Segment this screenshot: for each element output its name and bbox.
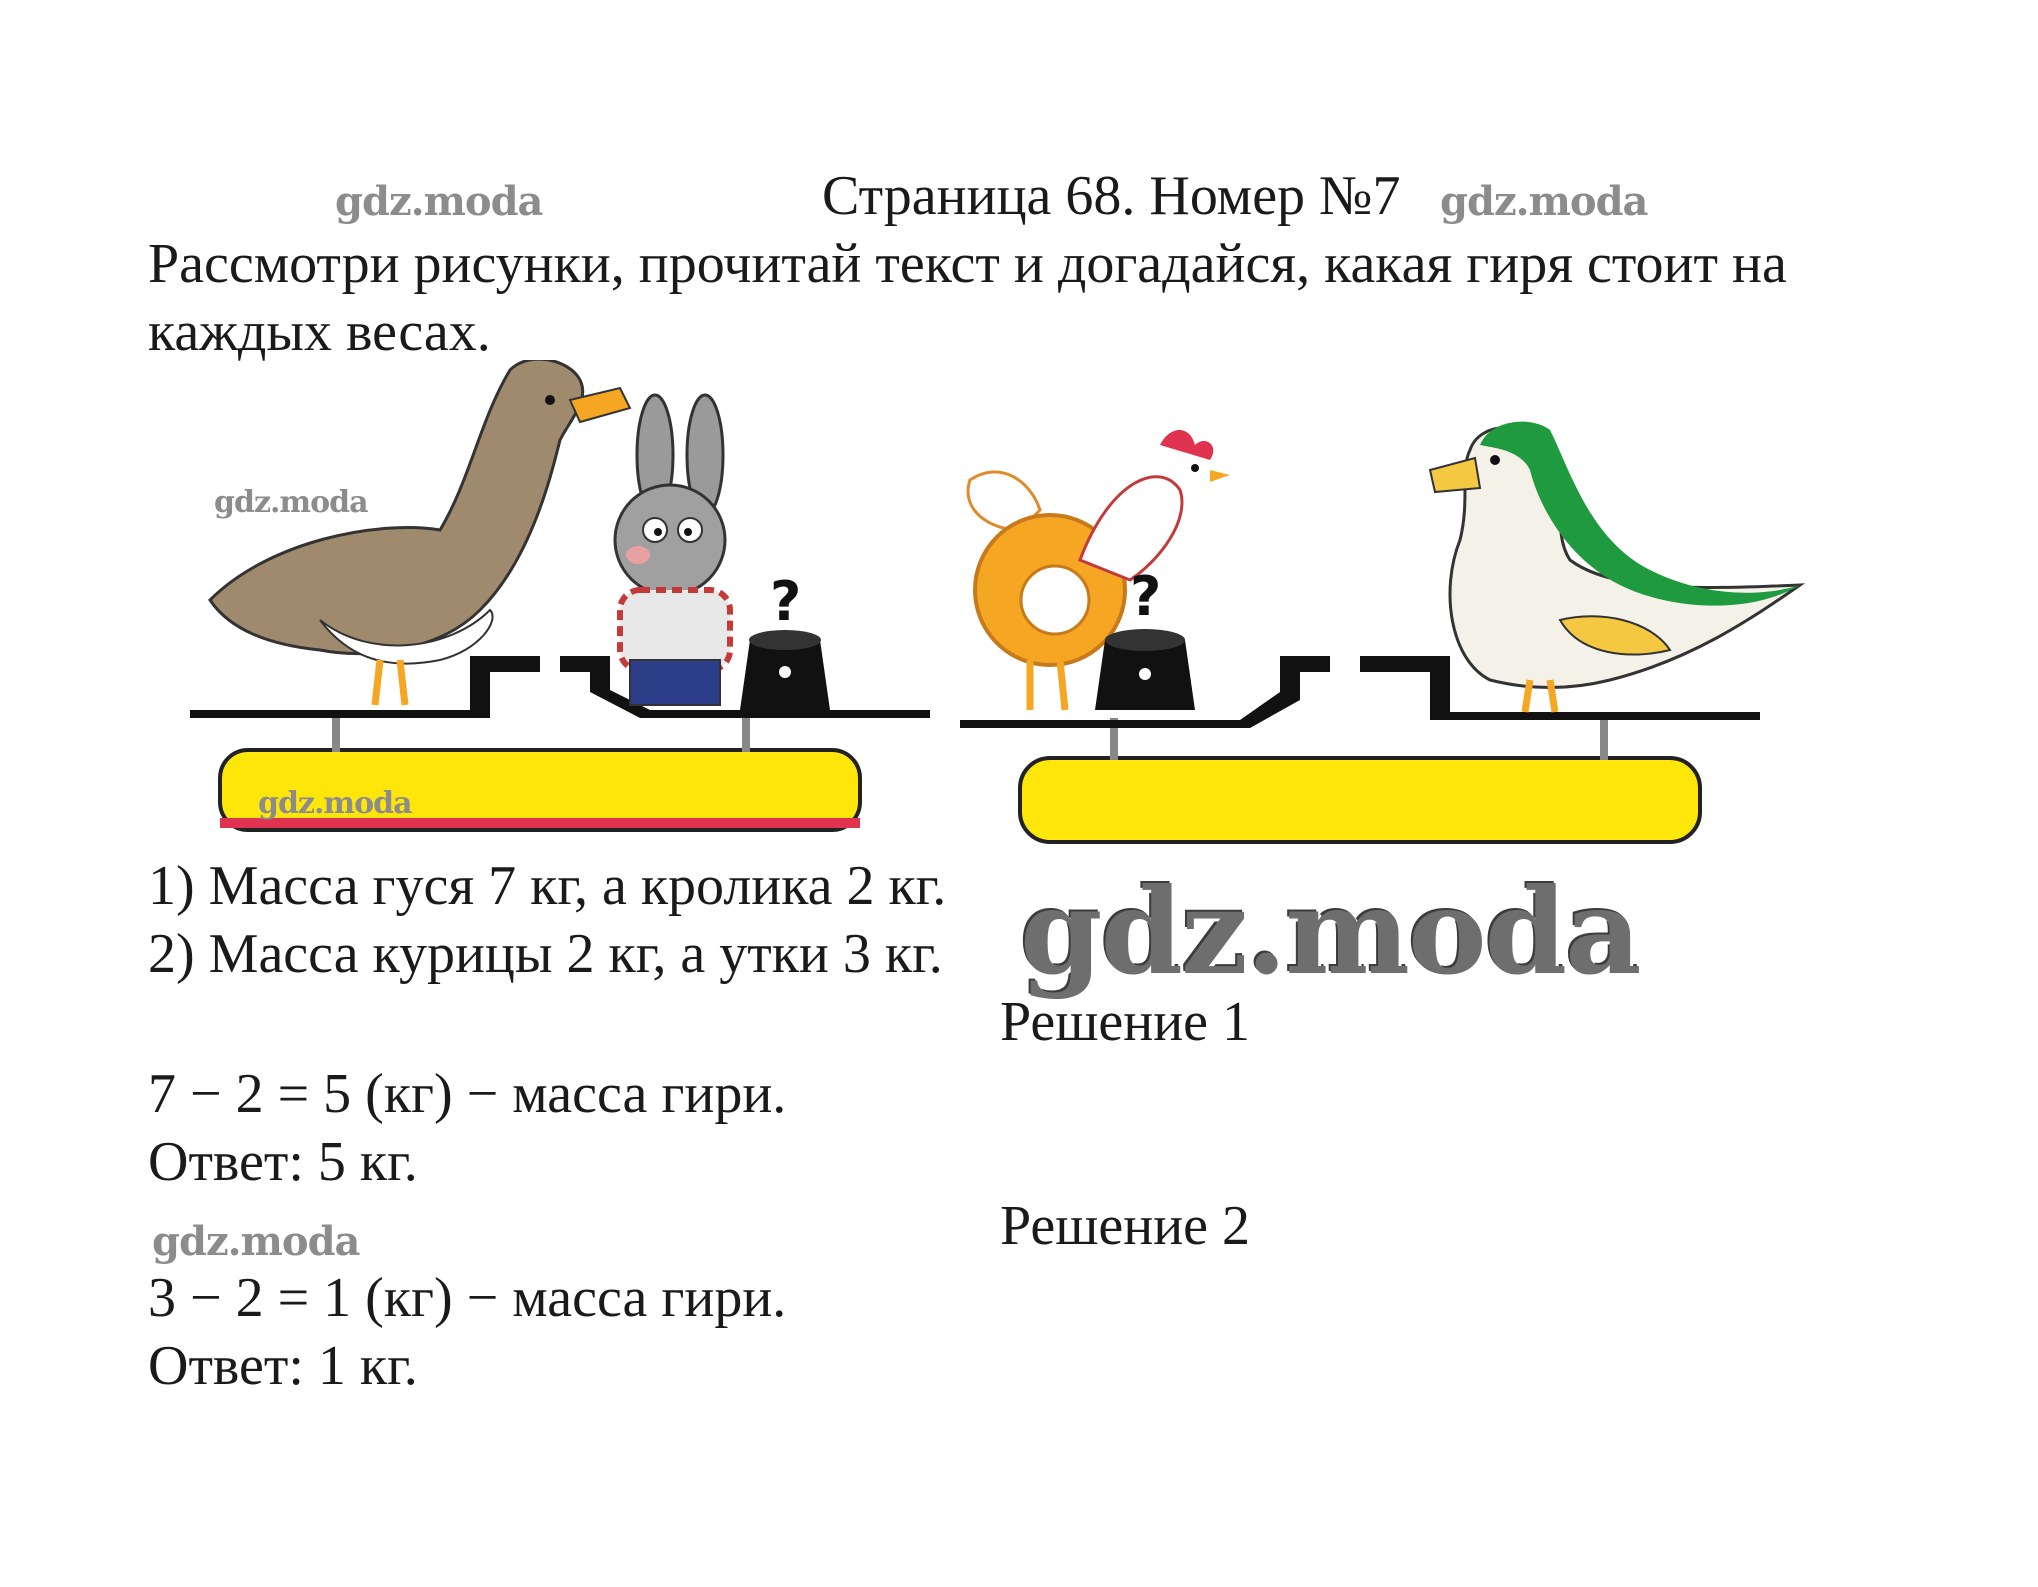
solution-1-calc: 7 − 2 = 5 (кг) − масса гири. bbox=[148, 1063, 787, 1125]
solution-1-heading: Решение 1 bbox=[1000, 991, 1251, 1053]
page-title: Страница 68. Номер №7 bbox=[822, 165, 1401, 227]
duck-icon bbox=[1430, 422, 1800, 712]
watermark: gdz.moda bbox=[214, 485, 368, 520]
condition-1: 1) Масса гуся 7 кг, а кролика 2 кг. bbox=[148, 855, 947, 917]
watermark: gdz.moda bbox=[258, 786, 412, 821]
question-mark: ? bbox=[1130, 565, 1162, 628]
watermark: gdz.moda bbox=[152, 1218, 360, 1265]
scales-illustration bbox=[150, 360, 1825, 850]
weight-left bbox=[740, 570, 830, 710]
task-text-line2: каждых весах. bbox=[148, 301, 491, 363]
watermark: gdz.moda bbox=[1440, 178, 1648, 225]
task-text-line1: Рассмотри рисунки, прочитай текст и догадайся, какая гиря стоит на bbox=[148, 233, 1787, 295]
solution-2-heading: Решение 2 bbox=[1000, 1195, 1251, 1257]
solution-1-answer: Ответ: 5 кг. bbox=[148, 1131, 418, 1193]
solution-2-answer: Ответ: 1 кг. bbox=[148, 1335, 418, 1397]
watermark: gdz.moda bbox=[335, 178, 543, 225]
solution-2-calc: 3 − 2 = 1 (кг) − масса гири. bbox=[148, 1267, 787, 1329]
rabbit-icon bbox=[615, 395, 730, 705]
condition-2: 2) Масса курицы 2 кг, а утки 3 кг. bbox=[148, 923, 943, 985]
hen-icon bbox=[968, 430, 1230, 710]
watermark: gdz.moda bbox=[1020, 862, 1640, 1001]
question-mark: ? bbox=[770, 570, 802, 633]
goose-icon bbox=[210, 360, 630, 705]
right-scale bbox=[960, 656, 1760, 842]
